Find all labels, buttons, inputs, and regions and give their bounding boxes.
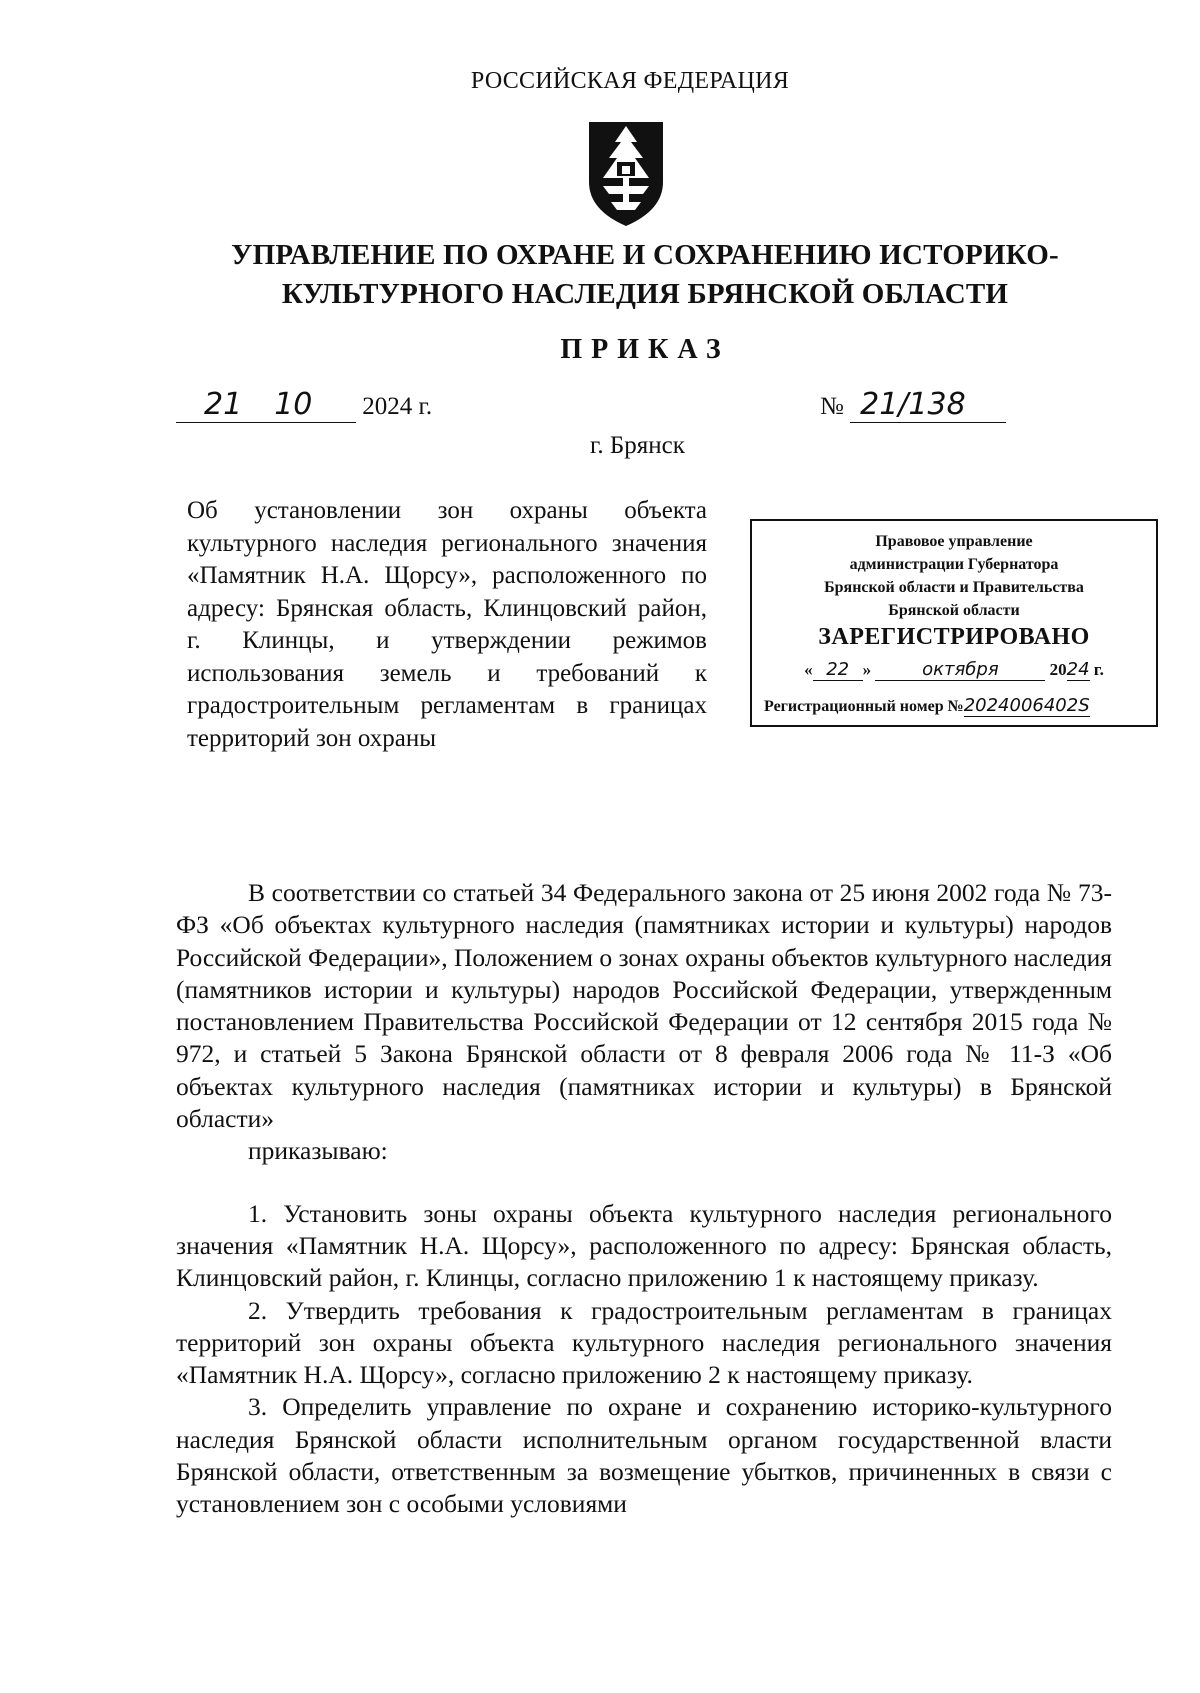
- stamp-year-suffix: 24: [1066, 659, 1090, 680]
- subject-text: Об установлении зон охраны объекта культурного наследия регионального значения «Памятник Н.А. Щорсу», расположенного по адресу: Брянская область, Клинцовский район, г. Клинцы, и утверждении режимов использования земель и требований к градостроительным регламентам в границах территорий зон охраны: [187, 497, 707, 752]
- stamp-day: 22: [813, 659, 863, 681]
- date-year: 2024 г.: [362, 393, 433, 420]
- stamp-line1: Правовое управление: [875, 533, 1033, 550]
- order-date: [176, 388, 432, 423]
- stamp-reg-label: Регистрационный номер №: [764, 698, 964, 715]
- country-heading: РОССИЙСКАЯ ФЕДЕРАЦИЯ: [470, 68, 790, 94]
- preamble-paragraph: В соответствии со статьей 34 Федерального закона от 25 июня 2002 года № 73-ФЗ «Об объектах культурного наследия (памятниках истории и культуры) народов Российской Федерации», Положением о зонах охраны объектов культурного наследия (памятников истории и культуры) народов Российской Федерации, утвержденным постановлением Правительства Российской Федерации от 12 сентября 2015 года № 972, и статьей 5 Закона Брянской области от 8 февраля 2006 года № 11-З «Об объектах культурного наследия (памятниках истории и культуры) в Брянской области»: [176, 878, 1112, 1134]
- order-number: [820, 388, 1006, 423]
- order-word: приказываю:: [248, 1136, 388, 1166]
- stamp-line4: Брянской области: [888, 602, 1020, 619]
- stamp-line3: Брянской области и Правительства: [824, 579, 1084, 596]
- item-3-paragraph: 3. Определить управление по охране и сохранению историко-культурного наследия Брянской области исполнительным органом государственной власти Брянской области, ответственным за возмещение убытков, причиненных в связи с установлением зон с особыми условиями: [176, 1392, 1112, 1519]
- order-body: [176, 877, 1112, 1521]
- item-1-paragraph: 1. Установить зоны охраны объекта культурного наследия регионального значения «Памятник Н.А. Щорсу», расположенного по адресу: Брянская область, Клинцовский район, г. Клинцы, согласно приложению 1 к настоящему приказу.: [176, 1198, 1112, 1293]
- date-month: 10: [274, 387, 313, 422]
- stamp-title: ЗАРЕГИСТРИРОВАНО: [818, 624, 1090, 650]
- order-subject: [187, 495, 707, 755]
- date-day: 21: [204, 387, 243, 422]
- city-label: г. Брянск: [590, 432, 685, 459]
- number-prefix: №: [820, 393, 844, 420]
- stamp-year-unit: г.: [1093, 660, 1104, 679]
- document-type: ПРИКАЗ: [560, 334, 730, 365]
- agency-title-line2: КУЛЬТУРНОГО НАСЛЕДИЯ БРЯНСКОЙ ОБЛАСТИ: [281, 278, 1009, 310]
- stamp-reg-number: 2024006402S: [963, 695, 1090, 716]
- number-handwritten-field: 21/138: [850, 388, 1006, 423]
- stamp-line2: администрации Губернатора: [849, 556, 1059, 573]
- coat-of-arms-emblem: [583, 116, 669, 230]
- item-2-paragraph: 2. Утвердить требования к градостроительным регламентам в границах территорий зон охраны объекта культурного наследия регионального значения «Памятник Н.А. Щорсу», согласно приложению 2 к настоящему приказу.: [176, 1295, 1112, 1390]
- agency-title: [0, 236, 1200, 314]
- agency-title-line1: УПРАВЛЕНИЕ ПО ОХРАНЕ И СОХРАНЕНИЮ ИСТОРИКО-: [231, 239, 1059, 271]
- stamp-date: « 22 » октября 2024 г.: [804, 659, 1104, 680]
- stamp-registration: [752, 695, 1156, 717]
- stamp-year-prefix: 20: [1049, 660, 1067, 679]
- registration-stamp: [750, 519, 1158, 727]
- date-handwritten-field: [176, 388, 356, 423]
- stamp-month: октября: [875, 659, 1045, 681]
